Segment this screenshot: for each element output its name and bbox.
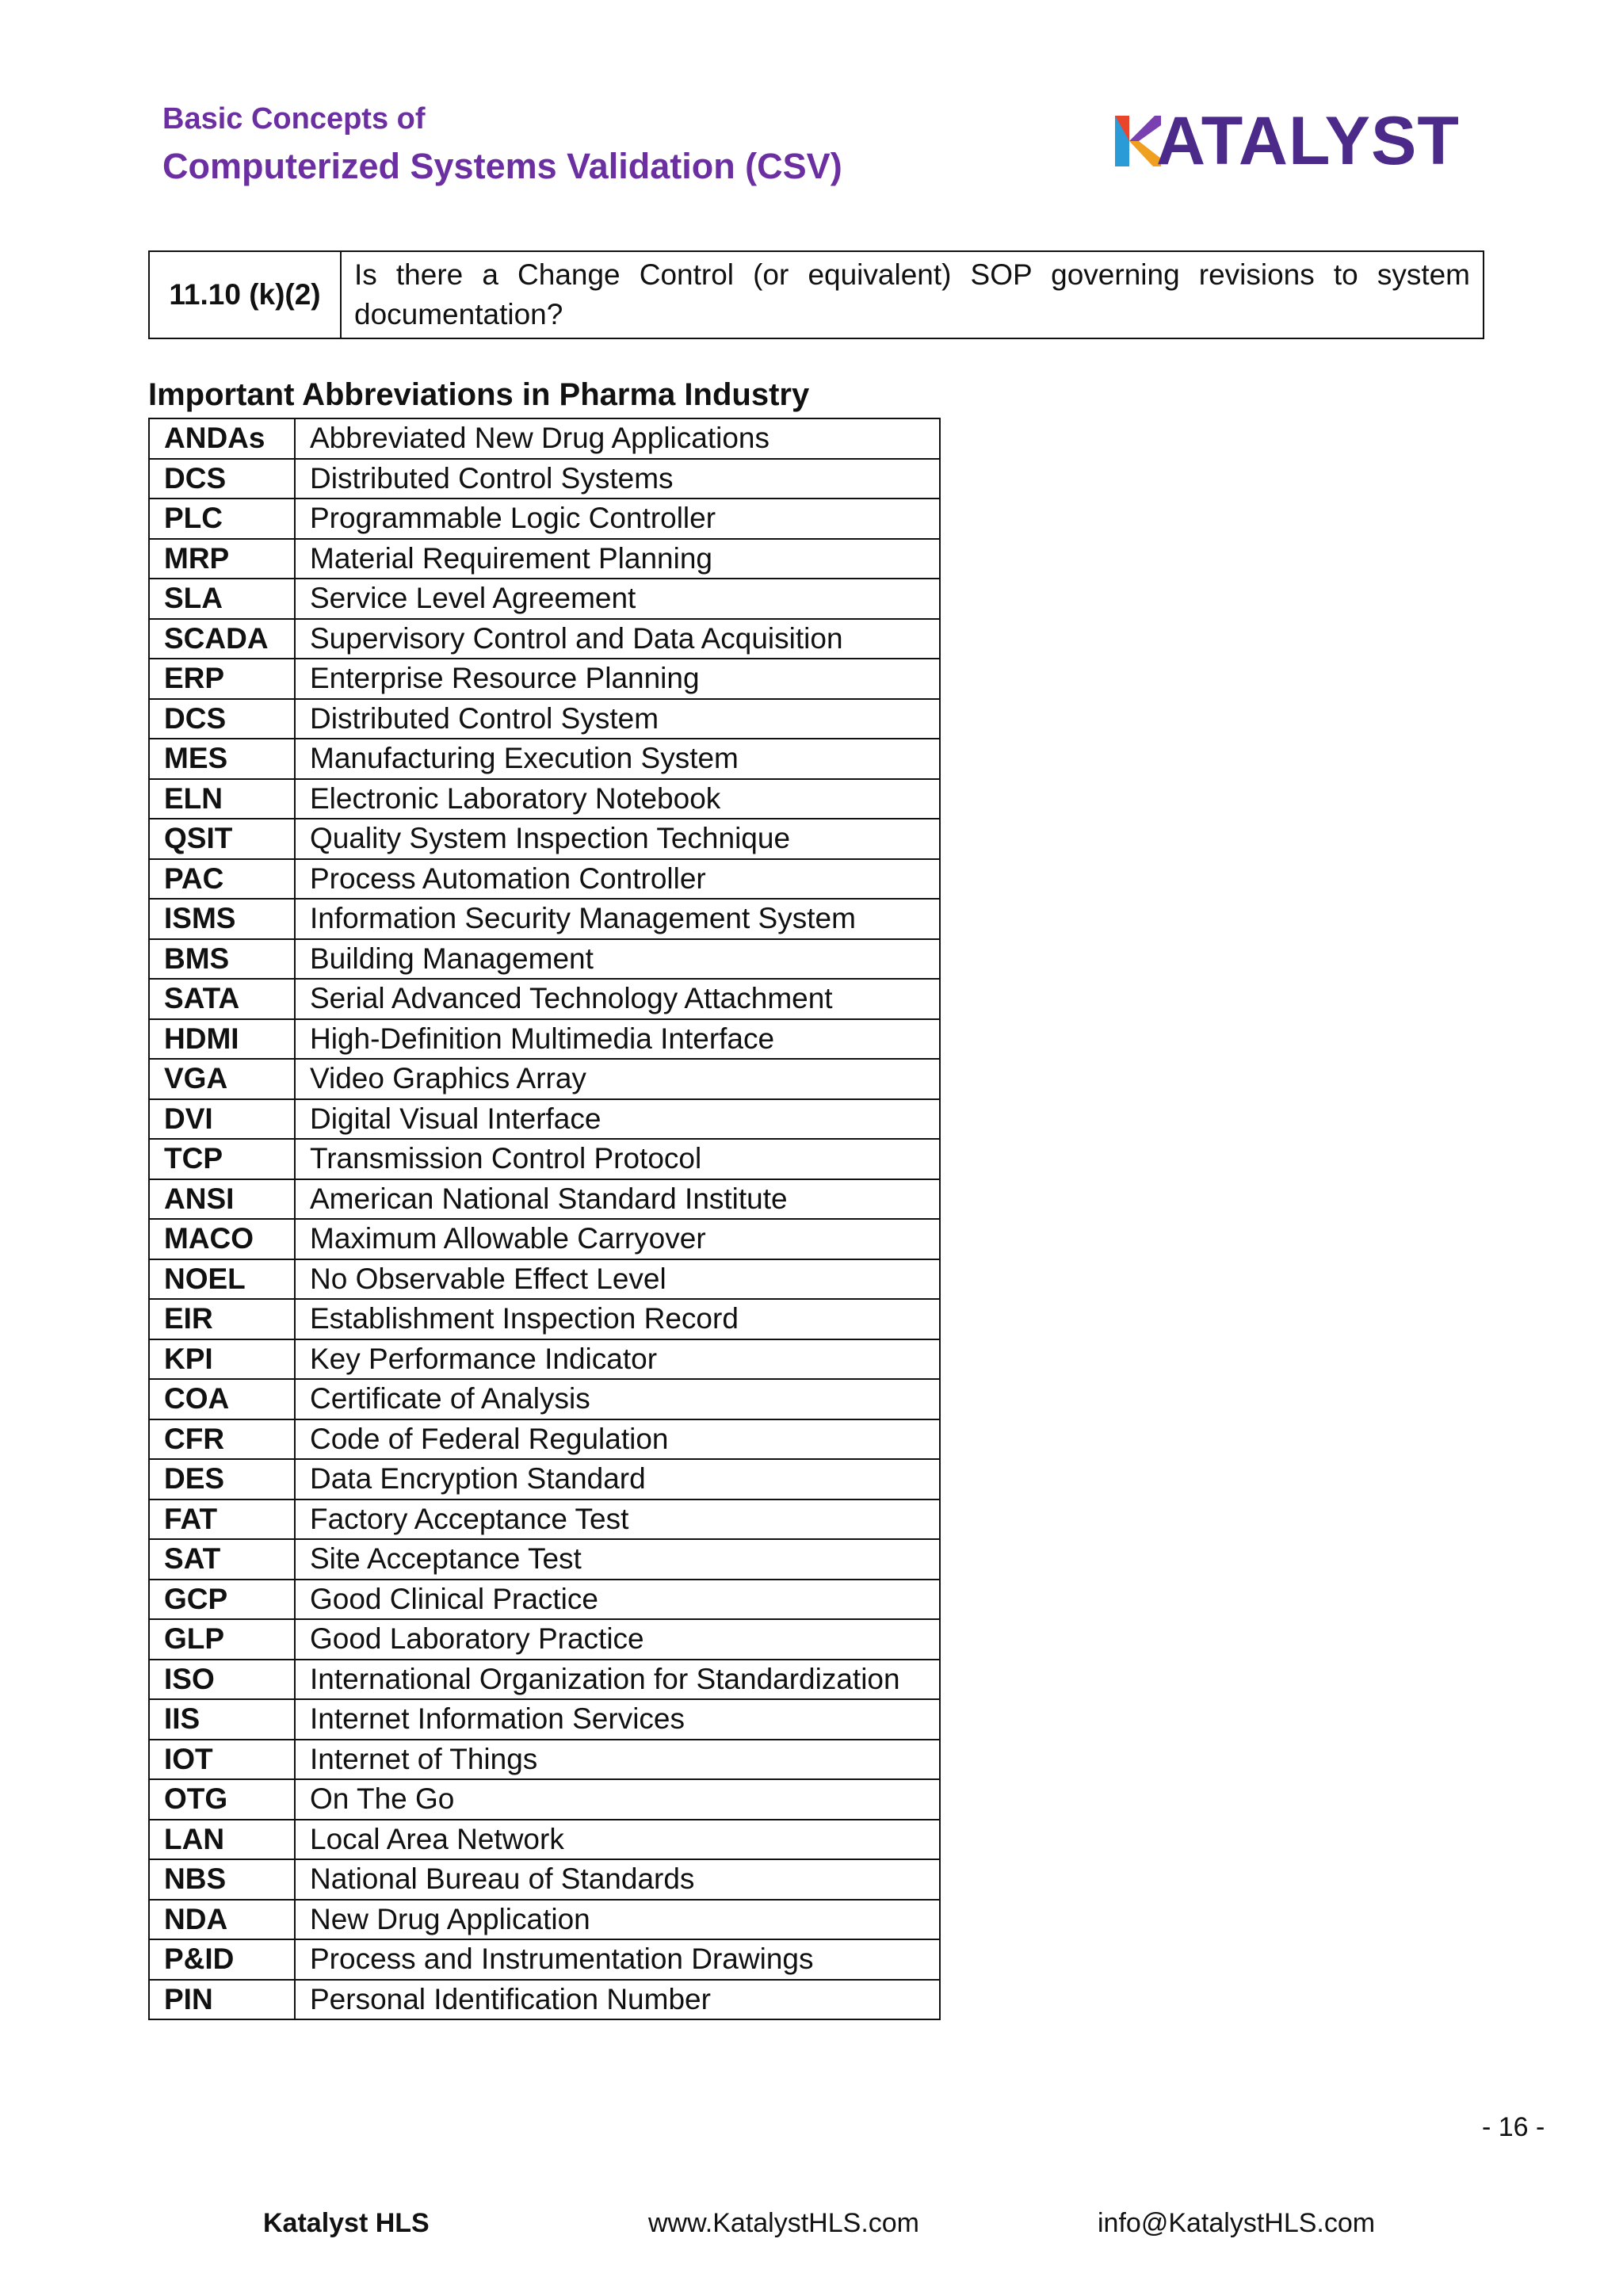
table-row (149, 1859, 940, 1900)
meaning-cell: New Drug Application (295, 1900, 940, 1940)
abbreviation-cell: GLP (149, 1619, 295, 1660)
meaning-cell: Supervisory Control and Data Acquisition (295, 619, 940, 659)
table-row (149, 1139, 940, 1179)
abbreviation-cell: TCP (149, 1139, 295, 1179)
katalyst-logo (1113, 103, 1462, 179)
table-row (149, 1619, 940, 1660)
abbreviation-cell: DVI (149, 1099, 295, 1140)
abbreviation-cell: ERP (149, 659, 295, 699)
abbreviation-cell: KPI (149, 1339, 295, 1380)
meaning-cell: Information Security Management System (295, 899, 940, 939)
table-row (149, 1099, 940, 1140)
abbreviation-cell: SCADA (149, 619, 295, 659)
abbreviation-cell: IOT (149, 1740, 295, 1780)
meaning-cell: International Organization for Standardization (295, 1660, 940, 1700)
meaning-cell: Quality System Inspection Technique (295, 819, 940, 859)
header-subtitle: Basic Concepts of (162, 102, 426, 136)
abbreviation-cell: LAN (149, 1820, 295, 1860)
abbreviation-cell: PLC (149, 499, 295, 539)
abbreviation-cell: NBS (149, 1859, 295, 1900)
table-row (149, 1339, 940, 1380)
footer-company: Katalyst HLS (263, 2208, 430, 2238)
table-row (149, 1539, 940, 1580)
abbreviation-cell: MRP (149, 539, 295, 579)
meaning-cell: Internet of Things (295, 1740, 940, 1780)
meaning-cell: Personal Identification Number (295, 1980, 940, 2020)
abbreviation-cell: P&ID (149, 1939, 295, 1980)
meaning-cell: Manufacturing Execution System (295, 739, 940, 779)
meaning-cell: Good Clinical Practice (295, 1580, 940, 1620)
table-row (149, 1179, 940, 1220)
table-row (149, 1779, 940, 1820)
page-number: - 16 - (1482, 2112, 1545, 2142)
table-row (149, 739, 940, 779)
meaning-cell: American National Standard Institute (295, 1179, 940, 1220)
k-mark-icon (1113, 109, 1161, 173)
table-row (149, 939, 940, 980)
table-row (149, 1459, 940, 1499)
abbreviation-cell: VGA (149, 1059, 295, 1099)
table-row (149, 779, 940, 819)
meaning-cell: Process and Instrumentation Drawings (295, 1939, 940, 1980)
table-row (149, 1299, 940, 1339)
table-row (149, 1900, 940, 1940)
meaning-cell: Establishment Inspection Record (295, 1299, 940, 1339)
table-row (149, 859, 940, 900)
abbreviation-cell: EIR (149, 1299, 295, 1339)
meaning-cell: Distributed Control Systems (295, 459, 940, 499)
table-row (149, 1059, 940, 1099)
requirement-question: Is there a Change Control (or equivalent) SOP governing revisions to system documentation? (341, 251, 1484, 338)
document-header (162, 100, 842, 192)
abbreviation-cell: CFR (149, 1419, 295, 1460)
abbreviation-cell: IIS (149, 1699, 295, 1740)
meaning-cell: Site Acceptance Test (295, 1539, 940, 1580)
meaning-cell: No Observable Effect Level (295, 1259, 940, 1300)
abbreviation-cell: SATA (149, 979, 295, 1019)
abbreviation-cell: PAC (149, 859, 295, 900)
abbreviation-cell: DCS (149, 699, 295, 739)
meaning-cell: Building Management (295, 939, 940, 980)
abbreviations-heading: Important Abbreviations in Pharma Industry (148, 377, 810, 412)
abbreviation-cell: PIN (149, 1980, 295, 2020)
meaning-cell: Code of Federal Regulation (295, 1419, 940, 1460)
footer-email: info@KatalystHLS.com (1098, 2208, 1376, 2238)
meaning-cell: Factory Acceptance Test (295, 1499, 940, 1540)
abbreviation-cell: GCP (149, 1580, 295, 1620)
meaning-cell: National Bureau of Standards (295, 1859, 940, 1900)
requirement-code: 11.10 (k)(2) (149, 251, 341, 338)
abbreviation-cell: NDA (149, 1900, 295, 1940)
abbreviation-cell: OTG (149, 1779, 295, 1820)
meaning-cell: Material Requirement Planning (295, 539, 940, 579)
meaning-cell: Electronic Laboratory Notebook (295, 779, 940, 819)
table-row (149, 579, 940, 619)
meaning-cell: Service Level Agreement (295, 579, 940, 619)
table-row (149, 459, 940, 499)
table-row (149, 418, 940, 459)
header-title: Computerized Systems Validation (CSV) (162, 146, 842, 186)
abbreviation-cell: FAT (149, 1499, 295, 1540)
meaning-cell: Programmable Logic Controller (295, 499, 940, 539)
table-row (149, 659, 940, 699)
meaning-cell: Serial Advanced Technology Attachment (295, 979, 940, 1019)
logo-wordmark: ATALYST (1156, 103, 1460, 179)
abbreviation-cell: SLA (149, 579, 295, 619)
meaning-cell: Abbreviated New Drug Applications (295, 418, 940, 459)
abbreviation-cell: SAT (149, 1539, 295, 1580)
table-row (149, 1699, 940, 1740)
table-row (149, 1499, 940, 1540)
abbreviation-cell: MES (149, 739, 295, 779)
abbreviation-cell: QSIT (149, 819, 295, 859)
table-row (149, 979, 940, 1019)
abbreviation-cell: ISO (149, 1660, 295, 1700)
table-row (149, 699, 940, 739)
meaning-cell: Data Encryption Standard (295, 1459, 940, 1499)
table-row (149, 251, 1484, 338)
meaning-cell: Distributed Control System (295, 699, 940, 739)
meaning-cell: Process Automation Controller (295, 859, 940, 900)
meaning-cell: Video Graphics Array (295, 1059, 940, 1099)
table-row (149, 1379, 940, 1419)
table-row (149, 1419, 940, 1460)
meaning-cell: Local Area Network (295, 1820, 940, 1860)
abbreviation-cell: COA (149, 1379, 295, 1419)
meaning-cell: On The Go (295, 1779, 940, 1820)
footer-website: www.KatalystHLS.com (648, 2208, 919, 2238)
table-row (149, 1580, 940, 1620)
abbreviation-cell: NOEL (149, 1259, 295, 1300)
table-row (149, 1660, 940, 1700)
meaning-cell: Internet Information Services (295, 1699, 940, 1740)
meaning-cell: Maximum Allowable Carryover (295, 1219, 940, 1259)
table-row (149, 819, 940, 859)
table-row (149, 1740, 940, 1780)
abbreviation-cell: ANDAs (149, 418, 295, 459)
abbreviation-cell: ELN (149, 779, 295, 819)
table-row (149, 1219, 940, 1259)
abbreviation-cell: MACO (149, 1219, 295, 1259)
table-row (149, 1820, 940, 1860)
table-row (149, 1019, 940, 1060)
meaning-cell: Transmission Control Protocol (295, 1139, 940, 1179)
table-row (149, 499, 940, 539)
table-row (149, 1259, 940, 1300)
meaning-cell: Certificate of Analysis (295, 1379, 940, 1419)
abbreviation-cell: BMS (149, 939, 295, 980)
table-row (149, 619, 940, 659)
meaning-cell: Good Laboratory Practice (295, 1619, 940, 1660)
meaning-cell: Digital Visual Interface (295, 1099, 940, 1140)
meaning-cell: High-Definition Multimedia Interface (295, 1019, 940, 1060)
abbreviation-cell: ANSI (149, 1179, 295, 1220)
abbreviation-cell: HDMI (149, 1019, 295, 1060)
meaning-cell: Enterprise Resource Planning (295, 659, 940, 699)
abbreviation-cell: DCS (149, 459, 295, 499)
abbreviation-cell: ISMS (149, 899, 295, 939)
table-row (149, 899, 940, 939)
abbreviation-cell: DES (149, 1459, 295, 1499)
abbreviations-table (148, 418, 941, 2020)
requirement-table (148, 250, 1484, 339)
table-row (149, 1939, 940, 1980)
table-row (149, 539, 940, 579)
meaning-cell: Key Performance Indicator (295, 1339, 940, 1380)
table-row (149, 1980, 940, 2020)
